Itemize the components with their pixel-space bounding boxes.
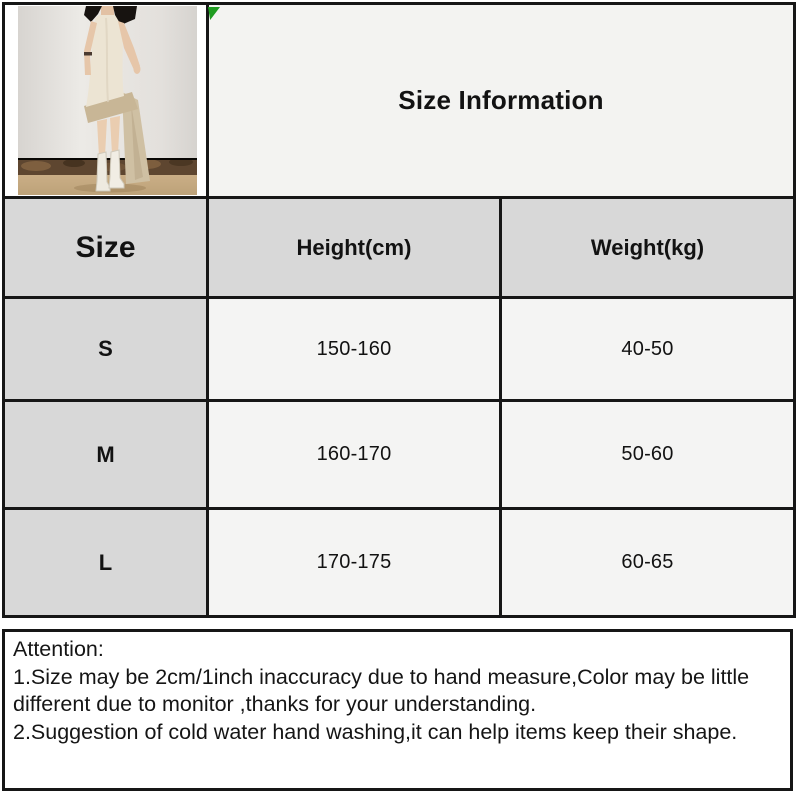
size-cell-l: L — [4, 509, 208, 617]
page-title: Size Information — [398, 85, 604, 115]
size-table — [2, 2, 796, 618]
column-header-weight: Weight(kg) — [501, 198, 795, 298]
weight-cell-l: 60-65 — [501, 509, 795, 617]
weight-cell-m: 50-60 — [501, 401, 795, 509]
attention-line: Attention: — [13, 637, 104, 661]
column-header-size: Size — [4, 198, 208, 298]
attention-note — [2, 629, 793, 791]
photo-cell — [4, 4, 208, 198]
header-row — [4, 4, 795, 198]
title-cell — [208, 4, 795, 198]
attention-line: different due to monitor ,thanks for your understanding. — [13, 692, 537, 716]
photo-baseboard — [18, 158, 197, 175]
column-header-row — [4, 198, 795, 298]
product-photo — [5, 5, 206, 196]
attention-line: 1.Size may be 2cm/1inch inaccuracy due to hand measure,Color may be little — [13, 664, 750, 689]
height-cell-l: 170-175 — [208, 509, 501, 617]
attention-line: 2.Suggestion of cold water hand washing,it can help items keep their shape. — [13, 719, 738, 744]
table-row — [4, 401, 795, 509]
table-row — [4, 298, 795, 401]
size-cell-s: S — [4, 298, 208, 401]
height-cell-s: 150-160 — [208, 298, 501, 401]
column-header-height: Height(cm) — [208, 198, 501, 298]
weight-cell-s: 40-50 — [501, 298, 795, 401]
product-photo-illustration — [18, 6, 197, 195]
height-cell-m: 160-170 — [208, 401, 501, 509]
size-cell-m: M — [4, 401, 208, 509]
table-row — [4, 509, 795, 617]
green-corner-flag-icon — [208, 7, 220, 20]
